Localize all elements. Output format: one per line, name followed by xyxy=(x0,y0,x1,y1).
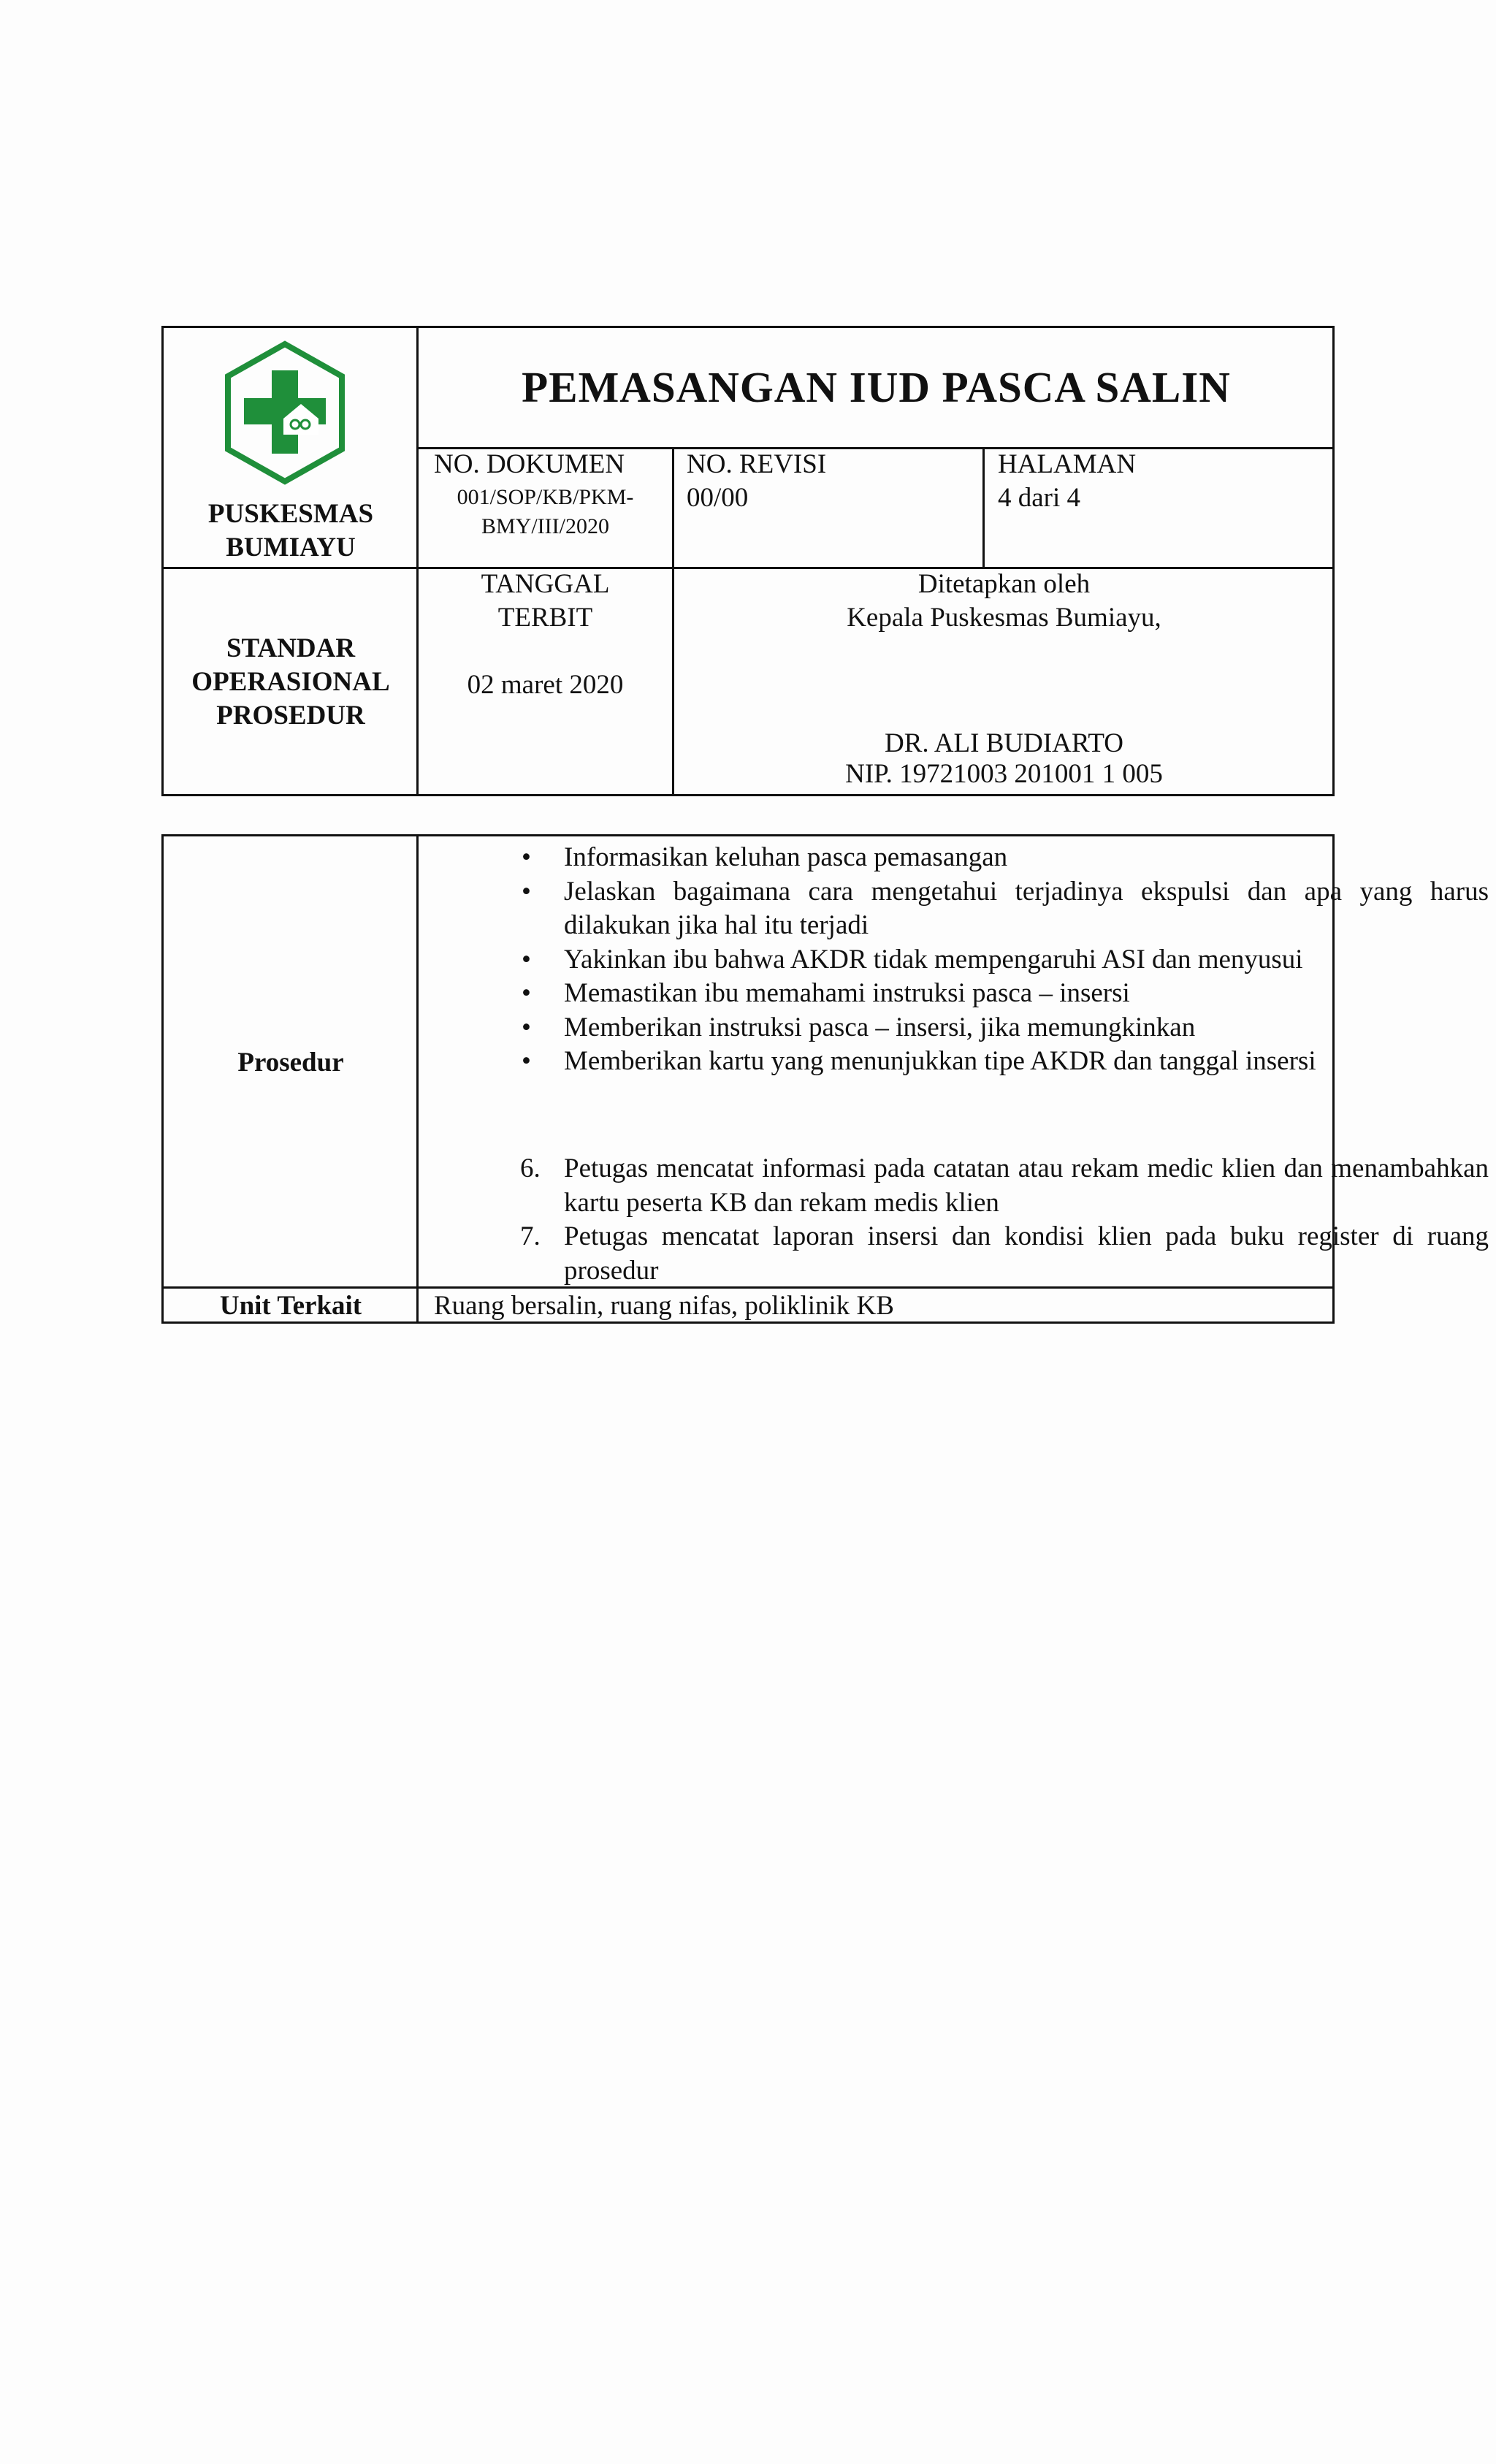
no-revisi-label: NO. REVISI xyxy=(687,449,827,479)
list-item: • Jelaskan bagaimana cara mengetahui terjadinya ekspulsi dan apa yang harus dilakukan jika hal itu terjadi xyxy=(522,875,1489,943)
list-item xyxy=(522,1152,1489,1220)
no-dokumen-line-2: BMY/III/2020 xyxy=(481,514,609,538)
tanggal-line-1: TANGGAL xyxy=(481,569,610,599)
org-line-1: PUSKESMAS xyxy=(207,499,374,529)
signer-nip: NIP. 19721003 201001 1 005 xyxy=(845,759,1163,789)
unit-terkait-label: Unit Terkait xyxy=(219,1290,362,1321)
divider xyxy=(982,447,985,568)
halaman-value: 4 dari 4 xyxy=(998,483,1081,513)
signer-block xyxy=(674,728,1334,790)
list-item: • Informasikan keluhan pasca pemasangan xyxy=(522,841,1489,875)
sop-line-1: STANDAR xyxy=(226,633,356,663)
document-title: PEMASANGAN IUD PASCA SALIN xyxy=(522,362,1231,411)
tanggal-terbit xyxy=(419,568,672,702)
no-dokumen-value xyxy=(419,483,672,541)
procedure-step-list xyxy=(522,1152,1489,1288)
list-item xyxy=(522,1220,1489,1288)
step-text: Petugas mencatat informasi pada catatan atau rekam medic klien dan menambahkan kartu peserta KB dan rekam medis klien xyxy=(564,1153,1489,1218)
prosedur-label: Prosedur xyxy=(237,1047,344,1077)
sop-line-3: PROSEDUR xyxy=(216,701,365,731)
org-line-2: BUMIAYU xyxy=(226,533,356,562)
no-dokumen-line-1: 001/SOP/KB/PKM- xyxy=(457,485,634,509)
procedure-bullet-list xyxy=(522,841,1489,1079)
puskesmas-logo xyxy=(219,340,351,486)
list-item: • Memberikan instruksi pasca – insersi, jika memungkinkan xyxy=(522,1011,1489,1045)
ditetapkan-block xyxy=(674,568,1334,635)
sop-line-2: OPERASIONAL xyxy=(191,667,390,697)
kepala-puskesmas: Kepala Puskesmas Bumiayu, xyxy=(847,603,1161,633)
sop-label xyxy=(164,569,418,796)
list-item: • Memastikan ibu memahami instruksi pasca – insersi xyxy=(522,977,1489,1011)
step-number: 7. xyxy=(520,1221,541,1251)
no-dokumen-label: NO. DOKUMEN xyxy=(434,449,625,479)
list-item: • Yakinkan ibu bahwa AKDR tidak mempengaruhi ASI dan menyusui xyxy=(522,943,1489,977)
halaman-label: HALAMAN xyxy=(998,449,1137,479)
organization-name xyxy=(164,497,418,565)
logo-cell xyxy=(164,328,418,568)
procedure-table xyxy=(161,834,1489,1324)
header-table xyxy=(161,326,1335,796)
unit-terkait-value: Ruang bersalin, ruang nifas, poliklinik KB xyxy=(434,1290,894,1321)
tanggal-line-2: TERBIT xyxy=(497,603,593,633)
ditetapkan-oleh: Ditetapkan oleh xyxy=(917,569,1091,599)
no-revisi-value: 00/00 xyxy=(687,483,749,513)
signer-name: DR. ALI BUDIARTO xyxy=(884,728,1124,758)
tanggal-value: 02 maret 2020 xyxy=(467,670,624,700)
step-number: 6. xyxy=(520,1153,541,1183)
step-text: Petugas mencatat laporan insersi dan kondisi klien pada buku register di ruang prosedur xyxy=(564,1221,1489,1286)
list-item: • Memberikan kartu yang menunjukkan tipe AKDR dan tanggal insersi xyxy=(522,1045,1489,1079)
